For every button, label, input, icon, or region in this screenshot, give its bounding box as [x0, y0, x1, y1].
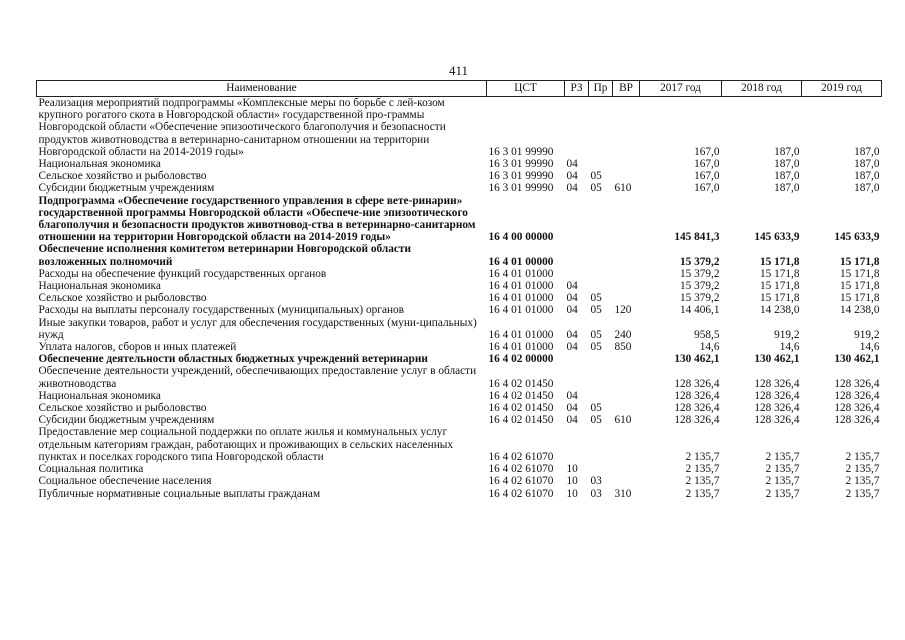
cell-cst: 16 4 01 01000	[488, 304, 554, 317]
cell-pr: 03	[590, 475, 602, 488]
cell-pr	[589, 97, 613, 159]
cell-2019: 145 633,9	[834, 231, 880, 244]
cell-cst: 16 4 02 61070	[488, 450, 554, 463]
cell-2019: 128 326,4	[834, 402, 880, 415]
page-number: 411	[448, 63, 469, 78]
cell-rz	[565, 243, 589, 267]
cell-rz	[565, 353, 589, 365]
cell-rz: 04	[566, 170, 578, 183]
cell-2017: 958,5	[694, 328, 720, 341]
cell-cst: 16 4 02 01450	[488, 402, 554, 415]
cell-name: Социальное обеспечение населения	[38, 475, 212, 488]
cell-pr	[589, 158, 613, 170]
cell-vr: 610	[614, 182, 632, 195]
cell-2019: 128 326,4	[834, 377, 880, 390]
cell-vr	[613, 158, 640, 170]
cell-cst: 16 4 02 01450	[488, 377, 554, 390]
cell-name: Сельское хозяйство и рыболовство	[38, 292, 207, 305]
cell-vr	[613, 475, 640, 487]
cell-vr	[613, 426, 640, 463]
cell-pr: 05	[590, 182, 602, 195]
cell-2018: 15 171,8	[759, 292, 800, 305]
table-row	[37, 195, 882, 244]
cell-2019: 2 135,7	[845, 463, 880, 476]
cell-rz: 10	[566, 463, 578, 476]
cell-2019: 15 171,8	[839, 267, 880, 280]
cell-2018: 128 326,4	[754, 414, 800, 427]
cell-2019: 128 326,4	[834, 389, 880, 402]
cell-rz: 04	[566, 328, 578, 341]
cell-2019: 2 135,7	[845, 475, 880, 488]
cell-2019: 128 326,4	[834, 414, 880, 427]
table-row	[37, 243, 882, 267]
cell-2017: 128 326,4	[674, 414, 720, 427]
cell-name: Национальная экономика	[38, 158, 161, 171]
cell-2018: 2 135,7	[765, 487, 800, 500]
cell-vr	[613, 390, 640, 402]
cell-2017: 145 841,3	[674, 231, 720, 244]
cell-2019: 15 171,8	[839, 255, 880, 268]
table-row	[37, 402, 882, 414]
table-row	[37, 390, 882, 402]
cell-2019: 14 238,0	[839, 304, 880, 317]
cell-vr	[613, 170, 640, 182]
cell-name: Уплата налогов, сборов и иных платежей	[38, 341, 237, 354]
cell-pr	[589, 463, 613, 475]
cell-cst: 16 3 01 99990	[488, 145, 554, 158]
cell-vr: 310	[614, 487, 632, 500]
cell-vr	[613, 402, 640, 414]
cell-pr: 05	[590, 304, 602, 317]
cell-2018: 187,0	[774, 170, 800, 183]
cell-rz: 04	[566, 292, 578, 305]
cell-2019: 2 135,7	[845, 487, 880, 500]
cell-2019: 15 171,8	[839, 280, 880, 293]
table-row	[37, 304, 882, 316]
cell-rz	[565, 365, 589, 389]
cell-cst: 16 3 01 99990	[488, 170, 554, 183]
cell-vr: 120	[614, 304, 632, 317]
cell-2017: 167,0	[694, 158, 720, 171]
cell-2018: 14,6	[779, 341, 800, 354]
cell-rz: 04	[566, 402, 578, 415]
cell-name: Реализация мероприятий подпрограммы «Комплексные меры по борьбе с лей-козом крупного рогатого скота в Новгородской области» государственной про-граммы Новгородской области «Обеспечение эпизоотического благополучия и безопасности продуктов животноводства в ветеринарно-санитарном отношении на территории Новгородской области на 2014-2019 годы»	[38, 97, 446, 158]
cell-cst: 16 4 02 61070	[488, 475, 554, 488]
cell-2018: 128 326,4	[754, 402, 800, 415]
cell-cst: 16 4 01 00000	[488, 255, 554, 268]
cell-rz	[565, 268, 589, 280]
cell-rz: 10	[566, 487, 578, 500]
cell-name: Обеспечение исполнения комитетом ветеринарии Новгородской области возложенных полномочий	[38, 243, 411, 268]
cell-2018: 15 171,8	[759, 267, 800, 280]
table-row	[37, 170, 882, 182]
cell-2019: 2 135,7	[845, 450, 880, 463]
cell-name: Расходы на обеспечение функций государственных органов	[38, 267, 327, 280]
header-2018: 2018 год	[722, 81, 802, 97]
header-rz: РЗ	[565, 81, 589, 97]
cell-vr	[613, 292, 640, 304]
cell-pr	[589, 353, 613, 365]
cell-name: Обеспечение деятельности учреждений, обеспечивающих предоставление услуг в области животноводства	[38, 365, 477, 390]
cell-rz: 04	[566, 389, 578, 402]
cell-pr	[589, 243, 613, 267]
table-row	[37, 488, 882, 500]
table-row	[37, 97, 882, 159]
header-cst: ЦСТ	[487, 81, 565, 97]
cell-pr	[589, 280, 613, 292]
cell-2017: 128 326,4	[674, 389, 720, 402]
cell-pr	[589, 268, 613, 280]
cell-pr: 05	[590, 414, 602, 427]
cell-name: Подпрограмма «Обеспечение государственного управления в сфере вете-ринарии» государственной программы Новгородской области «Обеспече-ние эпизоотического благополучия и безопасности продуктов животновод-ства в ветеринарно-санитарном отношении на территории Новгородской области на 2014-2019 годы»	[38, 194, 476, 244]
cell-cst: 16 3 01 99990	[488, 158, 554, 171]
table-row	[37, 292, 882, 304]
header-name: Наименование	[37, 81, 487, 97]
cell-cst: 16 4 02 01450	[488, 414, 554, 427]
cell-2019: 187,0	[854, 182, 880, 195]
cell-2017: 15 379,2	[679, 267, 720, 280]
header-vr: ВР	[613, 81, 640, 97]
cell-2019: 15 171,8	[839, 292, 880, 305]
cell-2018: 187,0	[774, 182, 800, 195]
cell-name: Национальная экономика	[38, 280, 161, 293]
cell-2018: 128 326,4	[754, 389, 800, 402]
cell-2018: 2 135,7	[765, 463, 800, 476]
cell-vr	[613, 280, 640, 292]
table-row	[37, 414, 882, 426]
cell-2018: 2 135,7	[765, 450, 800, 463]
cell-vr: 610	[614, 414, 632, 427]
cell-cst: 16 4 02 00000	[488, 353, 554, 366]
cell-2018: 128 326,4	[754, 377, 800, 390]
cell-2018: 14 238,0	[759, 304, 800, 317]
cell-rz: 04	[566, 280, 578, 293]
cell-name: Расходы на выплаты персоналу государственных (муниципальных) органов	[38, 304, 404, 317]
cell-name: Сельское хозяйство и рыболовство	[38, 402, 207, 415]
cell-2017: 128 326,4	[674, 377, 720, 390]
cell-2017: 128 326,4	[674, 402, 720, 415]
cell-2018: 15 171,8	[759, 255, 800, 268]
cell-2019: 187,0	[854, 158, 880, 171]
cell-2019: 187,0	[854, 145, 880, 158]
cell-2018: 2 135,7	[765, 475, 800, 488]
cell-pr: 05	[590, 402, 602, 415]
cell-2017: 14 406,1	[679, 304, 720, 317]
table-row	[37, 280, 882, 292]
table-row	[37, 182, 882, 194]
cell-name: Сельское хозяйство и рыболовство	[38, 170, 207, 183]
cell-cst: 16 3 01 99990	[488, 182, 554, 195]
cell-name: Обеспечение деятельности областных бюджетных учреждений ветеринарии	[38, 353, 428, 366]
table-row	[37, 475, 882, 487]
cell-pr: 05	[590, 328, 602, 341]
cell-2018: 130 462,1	[754, 353, 800, 366]
budget-table	[36, 80, 882, 500]
cell-2017: 2 135,7	[685, 475, 720, 488]
cell-2017: 15 379,2	[679, 280, 720, 293]
cell-rz	[565, 195, 589, 244]
table-row	[37, 463, 882, 475]
header-pr: Пр	[589, 81, 613, 97]
table-row	[37, 353, 882, 365]
cell-vr	[613, 243, 640, 267]
cell-cst: 16 4 01 01000	[488, 267, 554, 280]
cell-rz: 04	[566, 158, 578, 171]
table-row	[37, 365, 882, 389]
cell-name: Предоставление мер социальной поддержки по оплате жилья и коммунальных услуг отдельным категориям граждан, работающих и проживающих в сельских населенных пунктах и поселках городского типа Новгородской области	[38, 426, 453, 463]
cell-rz	[565, 97, 589, 159]
cell-2019: 14,6	[859, 341, 880, 354]
cell-vr	[613, 463, 640, 475]
cell-name: Субсидии бюджетным учреждениям	[38, 182, 215, 195]
cell-vr	[613, 353, 640, 365]
cell-name: Иные закупки товаров, работ и услуг для обеспечения государственных (муни-ципальных) нужд	[38, 316, 477, 341]
cell-pr	[589, 195, 613, 244]
cell-vr: 850	[614, 341, 632, 354]
table-row	[37, 158, 882, 170]
cell-vr	[613, 195, 640, 244]
cell-vr: 240	[614, 328, 632, 341]
cell-cst: 16 4 01 01000	[488, 341, 554, 354]
table-row	[37, 268, 882, 280]
cell-name: Публичные нормативные социальные выплаты гражданам	[38, 487, 321, 500]
cell-vr	[613, 268, 640, 280]
cell-name: Национальная экономика	[38, 389, 161, 402]
cell-pr	[589, 390, 613, 402]
cell-name: Субсидии бюджетным учреждениям	[38, 414, 215, 427]
table-row	[37, 426, 882, 463]
cell-2017: 15 379,2	[679, 292, 720, 305]
cell-2017: 167,0	[694, 145, 720, 158]
cell-pr: 05	[590, 341, 602, 354]
cell-rz: 04	[566, 414, 578, 427]
cell-pr: 03	[590, 487, 602, 500]
table-header-row	[37, 81, 882, 97]
cell-cst: 16 4 01 01000	[488, 280, 554, 293]
cell-2017: 2 135,7	[685, 487, 720, 500]
cell-cst: 16 4 01 01000	[488, 328, 554, 341]
header-2017: 2017 год	[640, 81, 722, 97]
cell-name: Социальная политика	[38, 463, 144, 476]
cell-2017: 2 135,7	[685, 463, 720, 476]
cell-cst: 16 4 02 61070	[488, 463, 554, 476]
cell-2019: 130 462,1	[834, 353, 880, 366]
cell-cst: 16 4 00 00000	[488, 231, 554, 244]
cell-2019: 187,0	[854, 170, 880, 183]
cell-pr: 05	[590, 292, 602, 305]
table-row	[37, 341, 882, 353]
cell-vr	[613, 97, 640, 159]
cell-pr	[589, 426, 613, 463]
cell-cst: 16 4 02 01450	[488, 389, 554, 402]
cell-rz: 10	[566, 475, 578, 488]
cell-2018: 145 633,9	[754, 231, 800, 244]
cell-2018: 187,0	[774, 158, 800, 171]
table-body	[37, 97, 882, 500]
cell-rz: 04	[566, 304, 578, 317]
cell-2018: 919,2	[774, 328, 800, 341]
cell-pr: 05	[590, 170, 602, 183]
cell-2017: 15 379,2	[679, 255, 720, 268]
table-row	[37, 317, 882, 341]
cell-2018: 187,0	[774, 145, 800, 158]
cell-2017: 130 462,1	[674, 353, 720, 366]
header-2019: 2019 год	[802, 81, 882, 97]
cell-cst: 16 4 01 01000	[488, 292, 554, 305]
cell-rz	[565, 426, 589, 463]
cell-2017: 167,0	[694, 170, 720, 183]
cell-rz: 04	[566, 182, 578, 195]
cell-2017: 14,6	[699, 341, 720, 354]
cell-pr	[589, 365, 613, 389]
cell-2017: 167,0	[694, 182, 720, 195]
cell-rz: 04	[566, 341, 578, 354]
cell-vr	[613, 365, 640, 389]
cell-cst: 16 4 02 61070	[488, 487, 554, 500]
cell-2019: 919,2	[854, 328, 880, 341]
cell-2018: 15 171,8	[759, 280, 800, 293]
cell-2017: 2 135,7	[685, 450, 720, 463]
